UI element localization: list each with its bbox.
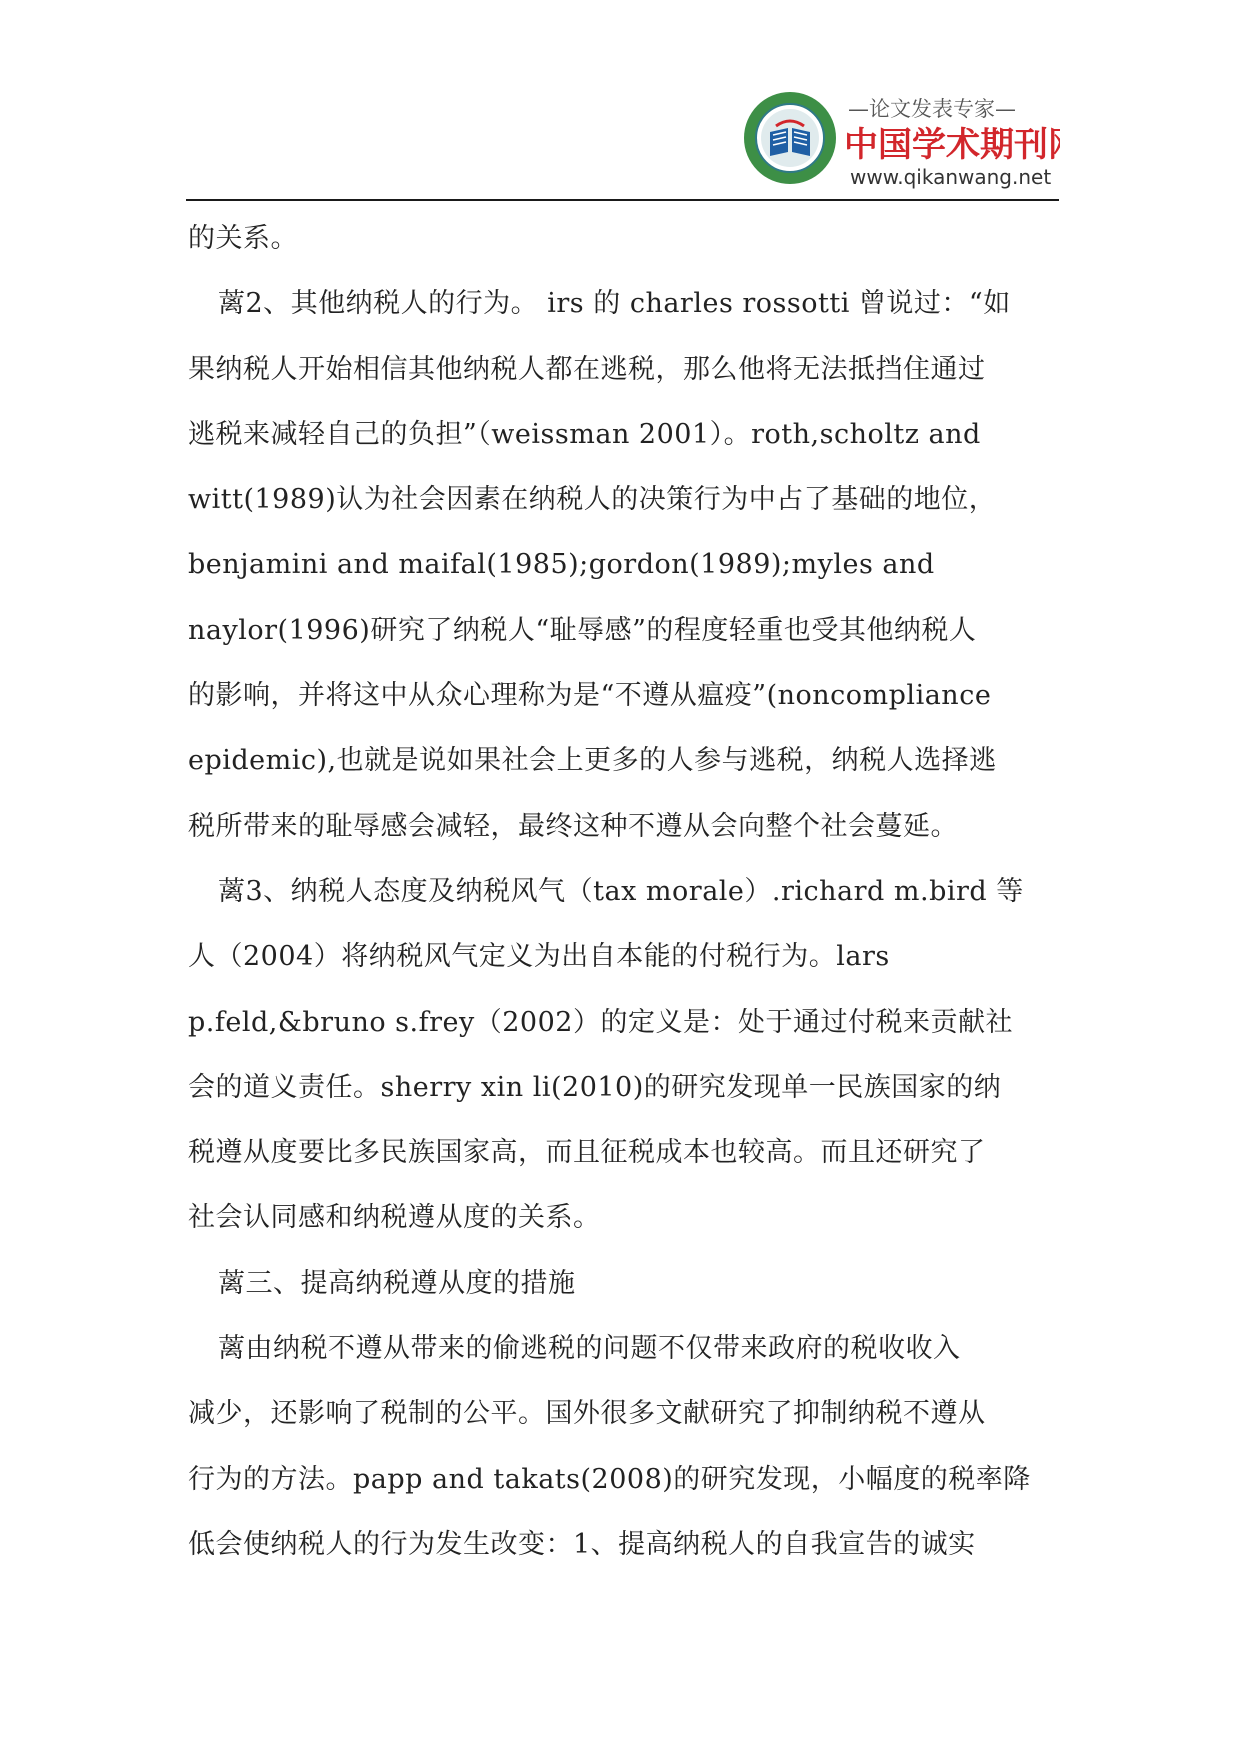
text-line: 蓠2、其他纳税人的行为。 irs 的 charles rossotti 曾说过：“如 xyxy=(218,288,1011,320)
text-line: p.feld,&bruno s.frey（2002）的定义是：处于通过付税来贡献社 xyxy=(188,1006,1013,1038)
text-line: 税所带来的耻辱感会减轻，最终这种不遵从会向整个社会蔓延。 xyxy=(188,810,958,842)
text-line: 低会使纳税人的行为发生改变：1、提高纳税人的自我宣告的诚实 xyxy=(188,1528,976,1560)
text-line: naylor(1996)研究了纳税人“耻辱感”的程度轻重也受其他纳税人 xyxy=(188,614,977,646)
text-line: witt(1989)认为社会因素在纳税人的决策行为中占了基础的地位， xyxy=(188,484,997,516)
header-divider xyxy=(186,199,1059,201)
text-line: 蓠三、提高纳税遵从度的措施 xyxy=(218,1267,576,1299)
document-body xyxy=(188,215,1068,1586)
text-line: benjamini and maifal(1985);gordon(1989);myles and xyxy=(188,549,935,581)
text-line: 人（2004）将纳税风气定义为出自本能的付税行为。lars xyxy=(188,941,890,973)
logo-graphic xyxy=(740,86,1060,196)
header-logo xyxy=(740,86,1060,196)
text-line: 蓠3、纳税人态度及纳税风气（tax morale）.richard m.bird 等 xyxy=(218,875,1024,907)
seal-icon xyxy=(744,92,836,184)
text-line: 税遵从度要比多民族国家高，而且征税成本也较高。而且还研究了 xyxy=(188,1137,986,1169)
text-line: 的关系。 xyxy=(188,223,298,254)
text-line: 社会认同感和纳税遵从度的关系。 xyxy=(188,1202,601,1234)
text-line: 蓠由纳税不遵从带来的偷逃税的问题不仅带来政府的税收收入 xyxy=(218,1333,961,1365)
text-line: 逃税来减轻自己的负担”（weissman 2001）。roth,scholtz and xyxy=(188,418,981,450)
text-line: 减少，还影响了税制的公平。国外很多文献研究了抑制纳税不遵从 xyxy=(188,1398,986,1430)
logo-tagline: —论文发表专家— xyxy=(848,97,1016,121)
text-line: 果纳税人开始相信其他纳税人都在逃税，那么他将无法抵挡住通过 xyxy=(188,353,986,385)
logo-title: 中国学术期刊网 xyxy=(844,125,1060,165)
text-line: 会的道义责任。sherry xin li(2010)的研究发现单一民族国家的纳 xyxy=(188,1071,1002,1103)
text-line: 的影响，并将这中从众心理称为是“不遵从瘟疫”(noncompliance xyxy=(188,680,992,712)
text-line: 行为的方法。papp and takats(2008)的研究发现，小幅度的税率降 xyxy=(188,1463,1031,1495)
text-line: epidemic),也就是说如果社会上更多的人参与逃税，纳税人选择逃 xyxy=(188,745,997,777)
logo-url: www.qikanwang.net xyxy=(850,165,1052,189)
